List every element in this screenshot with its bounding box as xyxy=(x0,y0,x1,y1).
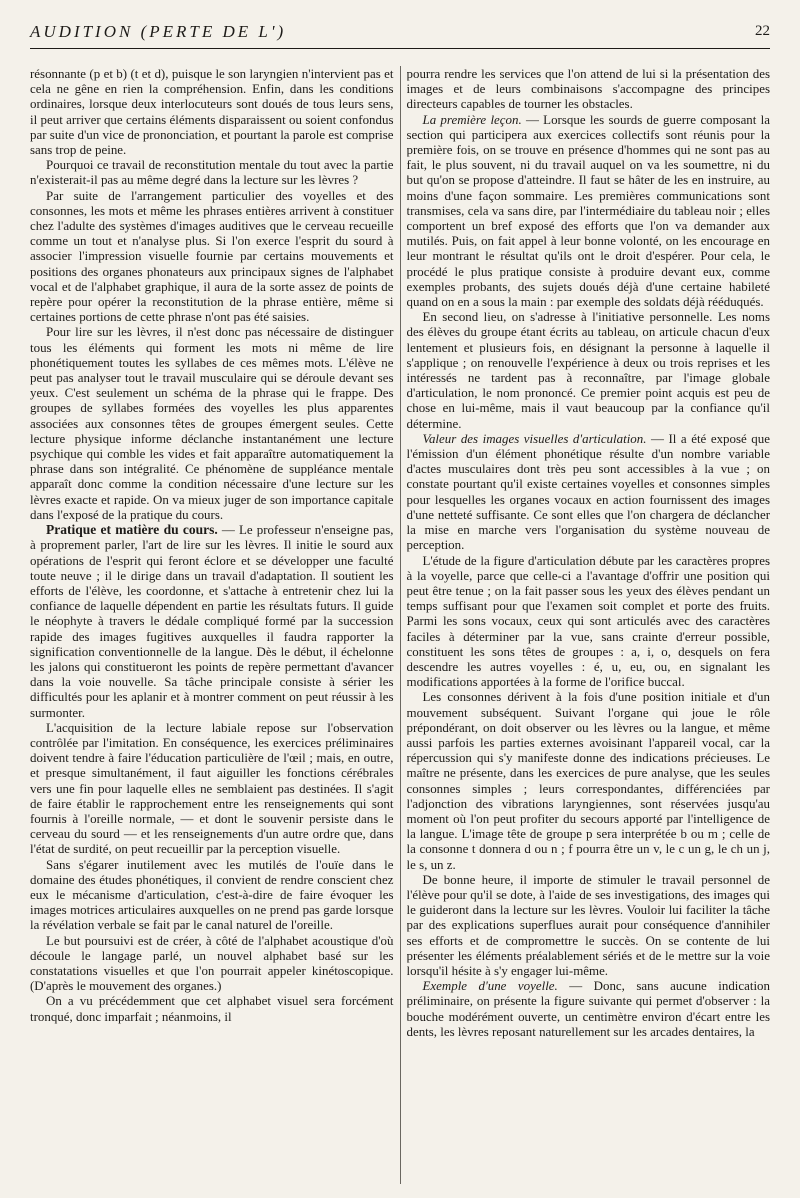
section-body: — Il a été exposé que l'émission d'un élément phonétique résulte d'un nombre variable d'actes musculaires dont très peu sont accessibles à la vue ; on constate pourtant qu'il existe certaines voyelles et consonnes simples pour lesquelles les organes vocaux en action fournissent des images d'une netteté suffisante. Ce sont elles que l'on chargera de déclancher la mise en marche vers l'organisation du système nouveau de perception. xyxy=(406,430,770,553)
section-body: — Lorsque les sourds de guerre composant la section qui participera aux exercices collectifs sont réunis pour la première fois, on se trouve en présence d'hommes qui ne sont pas au fait, le plus souvent, ni du travail auquel on va les soumettre, ni du but qu'on se propose d'atteindre. Il faut se hâter de les en instruire, au moins d'une façon sommaire. Les premières communications sont transmises, cela va sans dire, par l'intermédiaire du tableau noir ; elles comportent un bref exposé des efforts que l'on va demander aux mutilés. Puis, on fait appel à leur bonne volonté, on les encourage en leur montrant le résultat qu'ils ont le droit d'espérer. Pour cela, le procédé le plus pratique consiste à produire devant eux, comme exemples probants, des sujets doués déjà d'une certaine habileté quand on en a sous la main : par exemple des soldats déjà rééduqués. xyxy=(406,111,770,310)
section-paragraph xyxy=(407,431,771,553)
section-heading: Valeur des images visuelles d'articulation. xyxy=(422,430,647,446)
running-head: AUDITION (PERTE DE L') xyxy=(30,22,287,41)
paragraph: En second lieu, on s'adresse à l'initiative personnelle. Les noms des élèves du groupe étant écrits au tableau, on articule chacun d'eux lentement et plusieurs fois, en désignant la personne à laquelle il s'applique ; on renouvelle l'expérience à deux ou trois reprises et les intéressés ne tardent pas à reconnaître, par l'image globale d'articulation, le nom prononcé. Ce premier point acquis est peu de chose en lui-même, mais il vaut beaucoup par la confiance qu'il détermine. xyxy=(406,309,770,431)
paragraph: Le but poursuivi est de créer, à côté de l'alphabet acoustique d'où découle le langage parlé, un nouvel alphabet basé sur les constatations visuelles et que l'on pourrait appeler kinétoscopique. (D'après le mouvement des organes.) xyxy=(30,932,394,994)
paragraph: On a vu précédemment que cet alphabet visuel sera forcément tronqué, donc imparfait ; néanmoins, il xyxy=(30,993,394,1024)
section-heading: Exemple d'une voyelle. xyxy=(422,978,558,994)
page-number: 22 xyxy=(755,23,770,39)
paragraph: Sans s'égarer inutilement avec les mutilés de l'ouïe dans le domaine des études phonétiques, il convient de rendre conscient chez eux le mécanisme d'articulation, c'est-à-dire de faire évoquer les images motrices articulaires auxquelles on ne prend pas garde lorsque la révélation verbale se fait par le canal naturel de l'oreille. xyxy=(30,856,394,933)
section-body: — Le professeur n'enseigne pas, à proprement parler, l'art de lire sur les lèvres. Il initie le sourd aux opérations de l'esprit qui feront éclore et se développer une faculté toute neuve ; il le dirige dans un travail d'adaptation. Il soutient les efforts de l'élève, les coordonne, et s'attache à entretenir chez lui la confiance de laquelle dépendent en partie les résultats futurs. Il guide le néophyte à travers le dédale compliqué formé par la succession rapide des images fugitives auxquelles il faudra rapporter la signification conventionnelle de la langue. Dès le début, il échelonne les jalons qui constitueront les points de repère permettant d'avancer dans la voie nouvelle. Sa tâche principale consiste à sérier les difficultés pour les aplanir et à montrer comment on peut réussir à les surmonter. xyxy=(30,522,394,720)
paragraph: Pourquoi ce travail de reconstitution mentale du tout avec la partie n'existerait-il pas au même degré dans la lecture sur les lèvres ? xyxy=(30,157,394,188)
section-body: — Donc, sans aucune indication préliminaire, on présente la figure suivante qui permet d'observer : la bouche modérément ouverte, un centimètre environ d'écart entre les dents, les lèvres reposant naturellement sur les arcades dentaires, la xyxy=(406,978,770,1039)
section-paragraph xyxy=(407,978,771,1039)
section-paragraph xyxy=(407,112,771,310)
paragraph: Pour lire sur les lèvres, il n'est donc pas nécessaire de distinguer tous les éléments qui forment les mots ni même de lire phonétiquement toutes les syllabes de ces mêmes mots. L'élève ne peut pas analyser tout le travail musculaire qui se déroule devant ses yeux. C'est seulement un schéma de la phrase qui le frappe. Des groupes de syllabes formées des voyelles les plus apparentes associées aux consonnes têtes de groupes émergent seules. Cette lecture physique informe déclanche instantanément une lecture psychique qui comble les vides et fait apparaître automatiquement la phrase dans son intégralité. Ce phénomène de suppléance mentale apparaît donc comme la condition nécessaire d'une lecture sur les lèvres exacte et rapide. On va mieux juger de son importance capitale dans l'exposé de la pratique du cours. xyxy=(30,324,394,522)
page-header xyxy=(30,22,770,49)
left-column xyxy=(30,66,394,1184)
column-divider xyxy=(400,66,401,1184)
right-column xyxy=(407,66,771,1184)
paragraph: Par suite de l'arrangement particulier des voyelles et des consonnes, les mots et même les phrases entières arrivent à constituer chez l'adulte des systèmes d'images auditives que le cerveau recueille comme un tout et n'analyse plus. Si l'on exerce l'esprit du sourd à associer l'impression visuelle fournie par certains mouvements et positions des organes phonateurs aux principaux signes de l'alphabet vocal et de l'alphabet graphique, il aura de la sorte assez de points de repère pour opérer la reconstitution de la phrase entière, même si certaines portions de cette phrase n'ont pas été saisies. xyxy=(30,187,394,325)
paragraph-continued: résonnante (p et b) (t et d), puisque le son laryngien n'intervient pas et cela ne gêne en rien la compréhension. Enfin, dans les conditions ordinaires, lorsque deux interlocuteurs sont doués de tous leurs sens, il peut arriver que certains éléments disparaissent ou soient confondus par suite d'un vice de prononciation, et pourtant la parole est comprise sans trop de peine. xyxy=(30,66,394,158)
section-paragraph xyxy=(30,522,394,720)
paragraph: Les consonnes dérivent à la fois d'une position initiale et d'un mouvement subséquent. Suivant l'organe qui joue le rôle prépondérant, on doit observer ou les lèvres ou la langue, et même aussi parfois les parties externes avoisinant l'appareil vocal, car la répercussion qui s'y manifeste donne des indications précieuses. Le maître ne présente, dans les exercices de pure analyse, que les seules consonnes simples ; leurs correspondantes, différenciées par l'adjonction des vibrations laryngiennes, sont réservées jusqu'au moment où l'on peut profiter du secours apporté par l'intelligence de la langue. L'image tête de groupe p sera interprétée b ou m ; celle de la consonne t donnera d ou n ; f pourra être un v, le c un g, le ch un j, le s, un z. xyxy=(406,689,770,872)
paragraph: De bonne heure, il importe de stimuler le travail personnel de l'élève pour qu'il se dote, à l'aide de ses investigations, des images qui le guideront dans la lecture sur les lèvres. Vouloir lui faciliter la tâche par des explications superflues aurait pour conséquence d'annihiler ses efforts et de compromettre le succès. On se contente de lui présenter les éléments préalablement sériés et de le mettre sur la voie lorsqu'il hésite à s'y engager lui-même. xyxy=(406,871,770,978)
paragraph: L'étude de la figure d'articulation débute par les caractères propres à la voyelle, parce que celle-ci a l'avantage d'offrir une position qui peut être tenue ; on la fait passer sous les yeux des élèves pendant un temps suffisant pour que l'examen soit complet et porte des fruits. Parmi les sons vocaux, ceux qui sont articulés avec des caractères faciles à déterminer par la vue, sans crainte d'erreur possible, constituent les sons têtes de groupes : a, i, o, desquels on fera descendre les autres voyelles : é, u, eu, ou, en signalant les modifications apportées à la forme de l'orifice buccal. xyxy=(406,552,770,690)
paragraph-continued: pourra rendre les services que l'on attend de lui si la présentation des images et de leurs combinaisons s'accompagne des principes directeurs capables de tourner les obstacles. xyxy=(406,66,770,112)
section-heading: Pratique et matière du cours. xyxy=(46,522,218,538)
section-heading: La première leçon. xyxy=(422,111,522,127)
paragraph: L'acquisition de la lecture labiale repose sur l'observation contrôlée par l'imitation. En conséquence, les exercices préliminaires doivent tendre à faire l'éducation particulière de l'œil ; mais, en outre, et presque simultanément, il faut aiguiller les fonctions cérébrales vers une fin pour laquelle elles ne semblaient pas destinées. Il s'agit de faire établir le rapprochement entre les renseignements qui sont fournis à l'oreille normale, — et dont le souvenir persiste dans le cerveau du sourd — et les renseignements d'un autre ordre que, dans l'état de surdité, on peut recueillir par la perception visuelle. xyxy=(30,719,394,857)
text-columns xyxy=(30,66,770,1184)
